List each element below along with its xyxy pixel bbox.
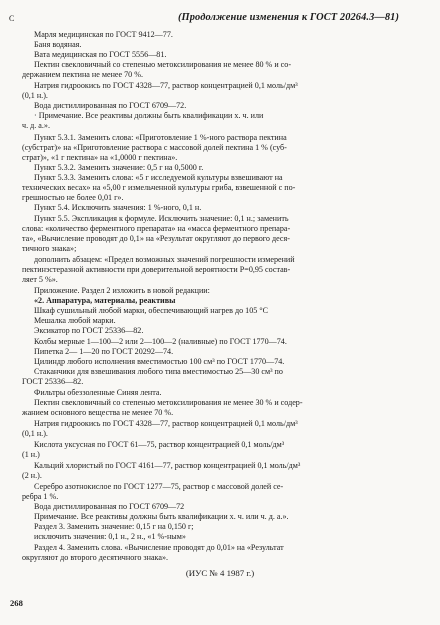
text-line: Цилиндр любого исполнения вместимостью 100 см³ по ГОСТ 1770—74. — [34, 357, 285, 366]
text-line: (субстрат)» на «Приготовление раствора с массовой долей пектина 1 % (суб- — [22, 143, 287, 152]
text-line: Стаканчики для взвешивания любого типа вместимостью 25—30 см³ по — [34, 367, 283, 376]
text-line: «2. Аппаратура, материалы, реактивы — [34, 296, 176, 305]
text-line: С — [9, 14, 15, 23]
text-line: Пектин свекловичный со степенью метоксилирования не менее 30 % и содер- — [34, 398, 303, 407]
text-line: слова: «количество ферментного препарата» на «масса ферментного препара- — [22, 224, 291, 233]
text-line: Раздел 4. Заменить слова. «Вычисление проводят до 0,01» на «Результат — [34, 543, 284, 552]
text-line: дополнить абзацем: «Предел возможных значений погрешности измерений — [34, 255, 295, 264]
text-line: ребра 1 %. — [22, 492, 59, 501]
text-line: Пункт 5.3.1. Заменить слова: «Приготовление 1 %-ного раствора пектина — [34, 133, 287, 142]
text-line: Пункт 5.5. Экспликация к формуле. Исключить значение: 0,1 н.; заменить — [34, 214, 289, 223]
text-line: исключить значения: 0,1 н., 2 н., «1 %-ным» — [34, 532, 186, 541]
text-line: жанием основного вещества не менее 70 %. — [22, 408, 174, 417]
text-line: округляют до второго десятичного знака». — [22, 553, 169, 562]
text-line: ляет 5 %». — [22, 275, 58, 284]
text-line: Пункт 5.4. Исключить значения: 1 %-ного, 0,1 н. — [34, 203, 202, 212]
text-line: грешностью не более 0,01 г». — [22, 193, 124, 202]
text-line: Шкаф сушильный любой марки, обеспечивающий нагрев до 105 °С — [34, 306, 268, 315]
text-line: Пипетка 2— 1—20 по ГОСТ 20292—74. — [34, 347, 174, 356]
text-line: Марля медицинская по ГОСТ 9412—77. — [34, 30, 173, 39]
text-line: Вата медицинская по ГОСТ 5556—81. — [34, 50, 167, 59]
text-line: та», «Вычисление проводят до 0,1» на «Результат округляют до первого деся- — [22, 234, 290, 243]
text-line: (0,1 н.). — [22, 429, 48, 438]
text-line: Натрия гидроокись по ГОСТ 4328—77, раствор концентрацией 0,1 моль/дм³ — [34, 419, 298, 428]
text-line: тичного знака»; — [22, 244, 77, 253]
text-line: Кислота уксусная по ГОСТ 61—75, раствор концентрацией 0,1 моль/дм³ — [34, 440, 285, 449]
text-line: (ИУС № 4 1987 г.) — [185, 568, 255, 578]
text-line: (2 н.). — [22, 471, 42, 480]
text-line: Примечание. Все реактивы должны быть квалификации х. ч. или ч. д. а.». — [34, 512, 289, 521]
text-line: Приложение. Раздел 2 изложить в новой редакции: — [34, 286, 210, 295]
text-line: Фильтры обеззоленные Синяя лента. — [34, 388, 162, 397]
text-line: Колбы мерные 1—100—2 или 2—100—2 (наливные) по ГОСТ 1770—74. — [34, 337, 287, 346]
text-line: (1 н.) — [22, 450, 40, 459]
text-line: ГОСТ 25336—82. — [22, 377, 84, 386]
text-line: Раздел 3. Заменить значение: 0,15 г на 0,150 г; — [34, 522, 194, 531]
text-line: держанием пектина не менее 70 %. — [22, 70, 143, 79]
text-line: ч. д. а.». — [22, 121, 50, 130]
text-line: Вода дистиллированная по ГОСТ 6709—72 — [34, 502, 185, 511]
text-line: Пункт 5.3.2. Заменить значение: 0,5 г на 0,5000 г. — [34, 163, 204, 172]
text-line: 268 — [10, 598, 23, 608]
text-line: страт)», «1 г пектина» на «1,0000 г пектина». — [22, 153, 178, 162]
text-line: Серебро азотнокислое по ГОСТ 1277—75, раствор с массовой долей се- — [34, 482, 284, 491]
text-line: Вода дистиллированная по ГОСТ 6709—72. — [34, 101, 187, 110]
text-line: пектинэстеразной активности при доверительной вероятности P=0,95 состав- — [22, 265, 291, 274]
text-line: Баня водяная. — [34, 40, 82, 49]
text-line: Пункт 5.3.3. Заменить слова: «5 г исследуемой культуры взвешивают на — [34, 173, 283, 182]
text-line: Кальций хлористый по ГОСТ 4161—77, раствор концентрацией 0,1 моль/дм³ — [34, 461, 301, 470]
text-line: (Продолжение изменения к ГОСТ 20264.3—81) — [178, 13, 400, 23]
text-line: Натрия гидроокись по ГОСТ 4328—77, раствор концентрацией 0,1 моль/дм³ — [34, 81, 298, 90]
text-line: · Примечание. Все реактивы должны быть квалификации х. ч. или — [34, 111, 264, 120]
text-line: Пектин свекловичный со степенью метоксилирования не менее 80 % и со- — [34, 60, 292, 69]
text-line: Мешалка любой марки. — [34, 316, 116, 325]
text-line: Эксикатор по ГОСТ 25336—82. — [34, 326, 144, 335]
text-line: технических весах» на «5,00 г измельченной культуры гриба, взвешенной с по- — [22, 183, 296, 192]
text-line: (0,1 н.). — [22, 91, 48, 100]
